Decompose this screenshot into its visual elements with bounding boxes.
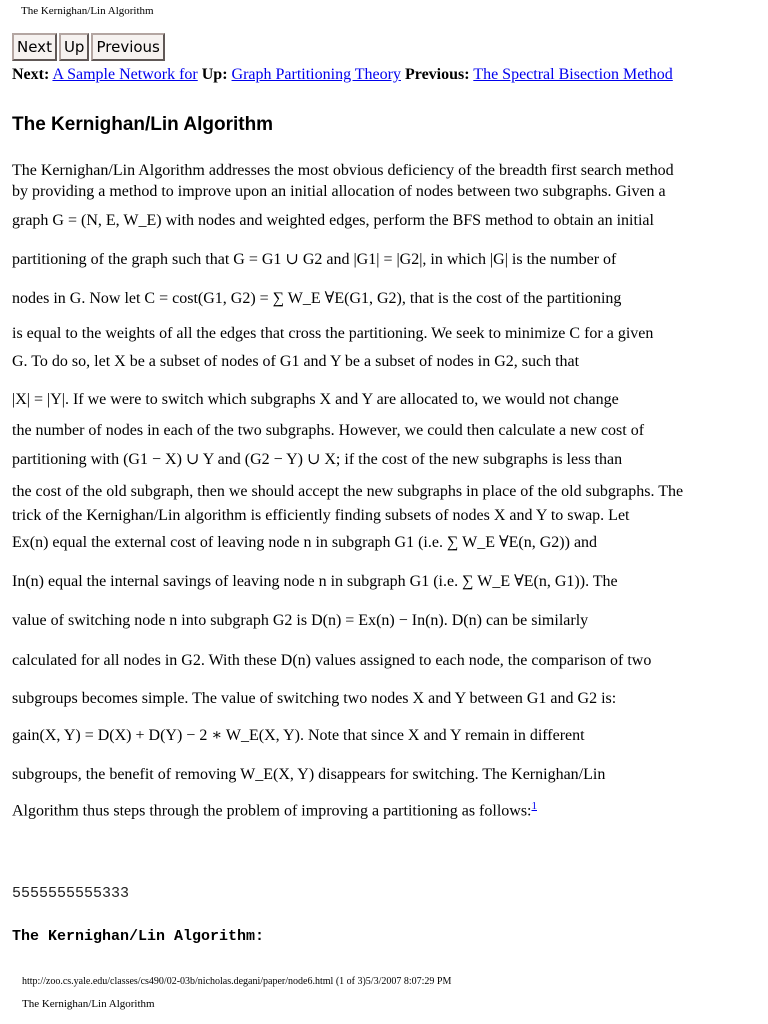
body-line: G. To do so, let X be a subset of nodes of G1 and Y be a subset of nodes in G2, such that	[12, 353, 580, 370]
footer-title: The Kernighan/Lin Algorithm	[22, 998, 155, 1010]
page-title: The Kernighan/Lin Algorithm	[12, 114, 274, 135]
body-line	[12, 796, 537, 821]
body-line: Ex(n) equal the external cost of leaving node n in subgraph G1 (i.e. ∑ W_E ∀E(n, G2)) and	[12, 534, 598, 551]
body-line: subgroups becomes simple. The value of switching two nodes X and Y between G1 and G2 is:	[12, 690, 617, 707]
body-line: the number of nodes in each of the two subgraphs. However, we could then calculate a new cost of	[12, 422, 645, 439]
up-link[interactable]: Graph Partitioning Theory	[231, 66, 401, 83]
body-line: partitioning with (G1 − X) ∪ Y and (G2 − Y) ∪ X; if the cost of the new subgraphs is less than	[12, 451, 623, 468]
body-line: In(n) equal the internal savings of leaving node n in subgraph G1 (i.e. ∑ W_E ∀E(n, G1)). The	[12, 573, 618, 590]
up-label: Up:	[201, 66, 228, 83]
body-line: The Kernighan/Lin Algorithm addresses the most obvious deficiency of the breadth first search method	[12, 162, 674, 179]
body-line: |X| = |Y|. If we were to switch which subgraphs X and Y are allocated to, we would not change	[12, 391, 619, 408]
next-label: Next:	[12, 66, 50, 83]
body-line: is equal to the weights of all the edges that cross the partitioning. We seek to minimize C for a given	[12, 325, 654, 342]
page-header-title: The Kernighan/Lin Algorithm	[21, 5, 154, 17]
previous-link[interactable]: The Spectral Bisection Method	[473, 66, 673, 83]
body-line: calculated for all nodes in G2. With these D(n) values assigned to each node, the comparison of two	[12, 652, 652, 669]
next-link[interactable]: A Sample Network for	[52, 66, 198, 83]
nav-button-bar	[12, 33, 165, 61]
footnote-link[interactable]: 1	[531, 800, 537, 812]
nav-links	[12, 66, 673, 84]
body-line: nodes in G. Now let C = cost(G1, G2) = ∑ W_E ∀E(G1, G2), that is the cost of the partitioning	[12, 290, 622, 307]
body-line: subgroups, the benefit of removing W_E(X, Y) disappears for switching. The Kernighan/Lin	[12, 766, 606, 783]
body-line-text: Algorithm thus steps through the problem of improving a partitioning as follows:	[12, 802, 532, 820]
body-line: gain(X, Y) = D(X) + D(Y) − 2 ∗ W_E(X, Y). Note that since X and Y remain in different	[12, 727, 585, 744]
body-line: graph G = (N, E, W_E) with nodes and weighted edges, perform the BFS method to obtain an initial	[12, 212, 654, 229]
next-button[interactable]: Next	[12, 33, 57, 61]
algorithm-heading: The Kernighan/Lin Algorithm:	[12, 928, 265, 945]
previous-label: Previous:	[404, 66, 470, 83]
up-button[interactable]: Up	[59, 33, 90, 61]
body-line: trick of the Kernighan/Lin algorithm is efficiently finding subsets of nodes X and Y to swap. Let	[12, 507, 630, 524]
number-line: 5555555555333	[12, 885, 130, 902]
body-line: the cost of the old subgraph, then we should accept the new subgraphs in place of the old subgraphs. The	[12, 483, 684, 500]
footer-url: http://zoo.cs.yale.edu/classes/cs490/02-03b/nicholas.degani/paper/node6.html (1 of 3)5/3/2007 8:07:29 PM	[22, 976, 452, 987]
body-line: partitioning of the graph such that G = G1 ∪ G2 and |G1| = |G2|, in which |G| is the number of	[12, 251, 617, 268]
body-line: value of switching node n into subgraph G2 is D(n) = Ex(n) − In(n). D(n) can be similarly	[12, 612, 589, 629]
previous-button[interactable]: Previous	[91, 33, 164, 61]
body-line: by providing a method to improve upon an initial allocation of nodes between two subgraphs. Given a	[12, 183, 666, 200]
